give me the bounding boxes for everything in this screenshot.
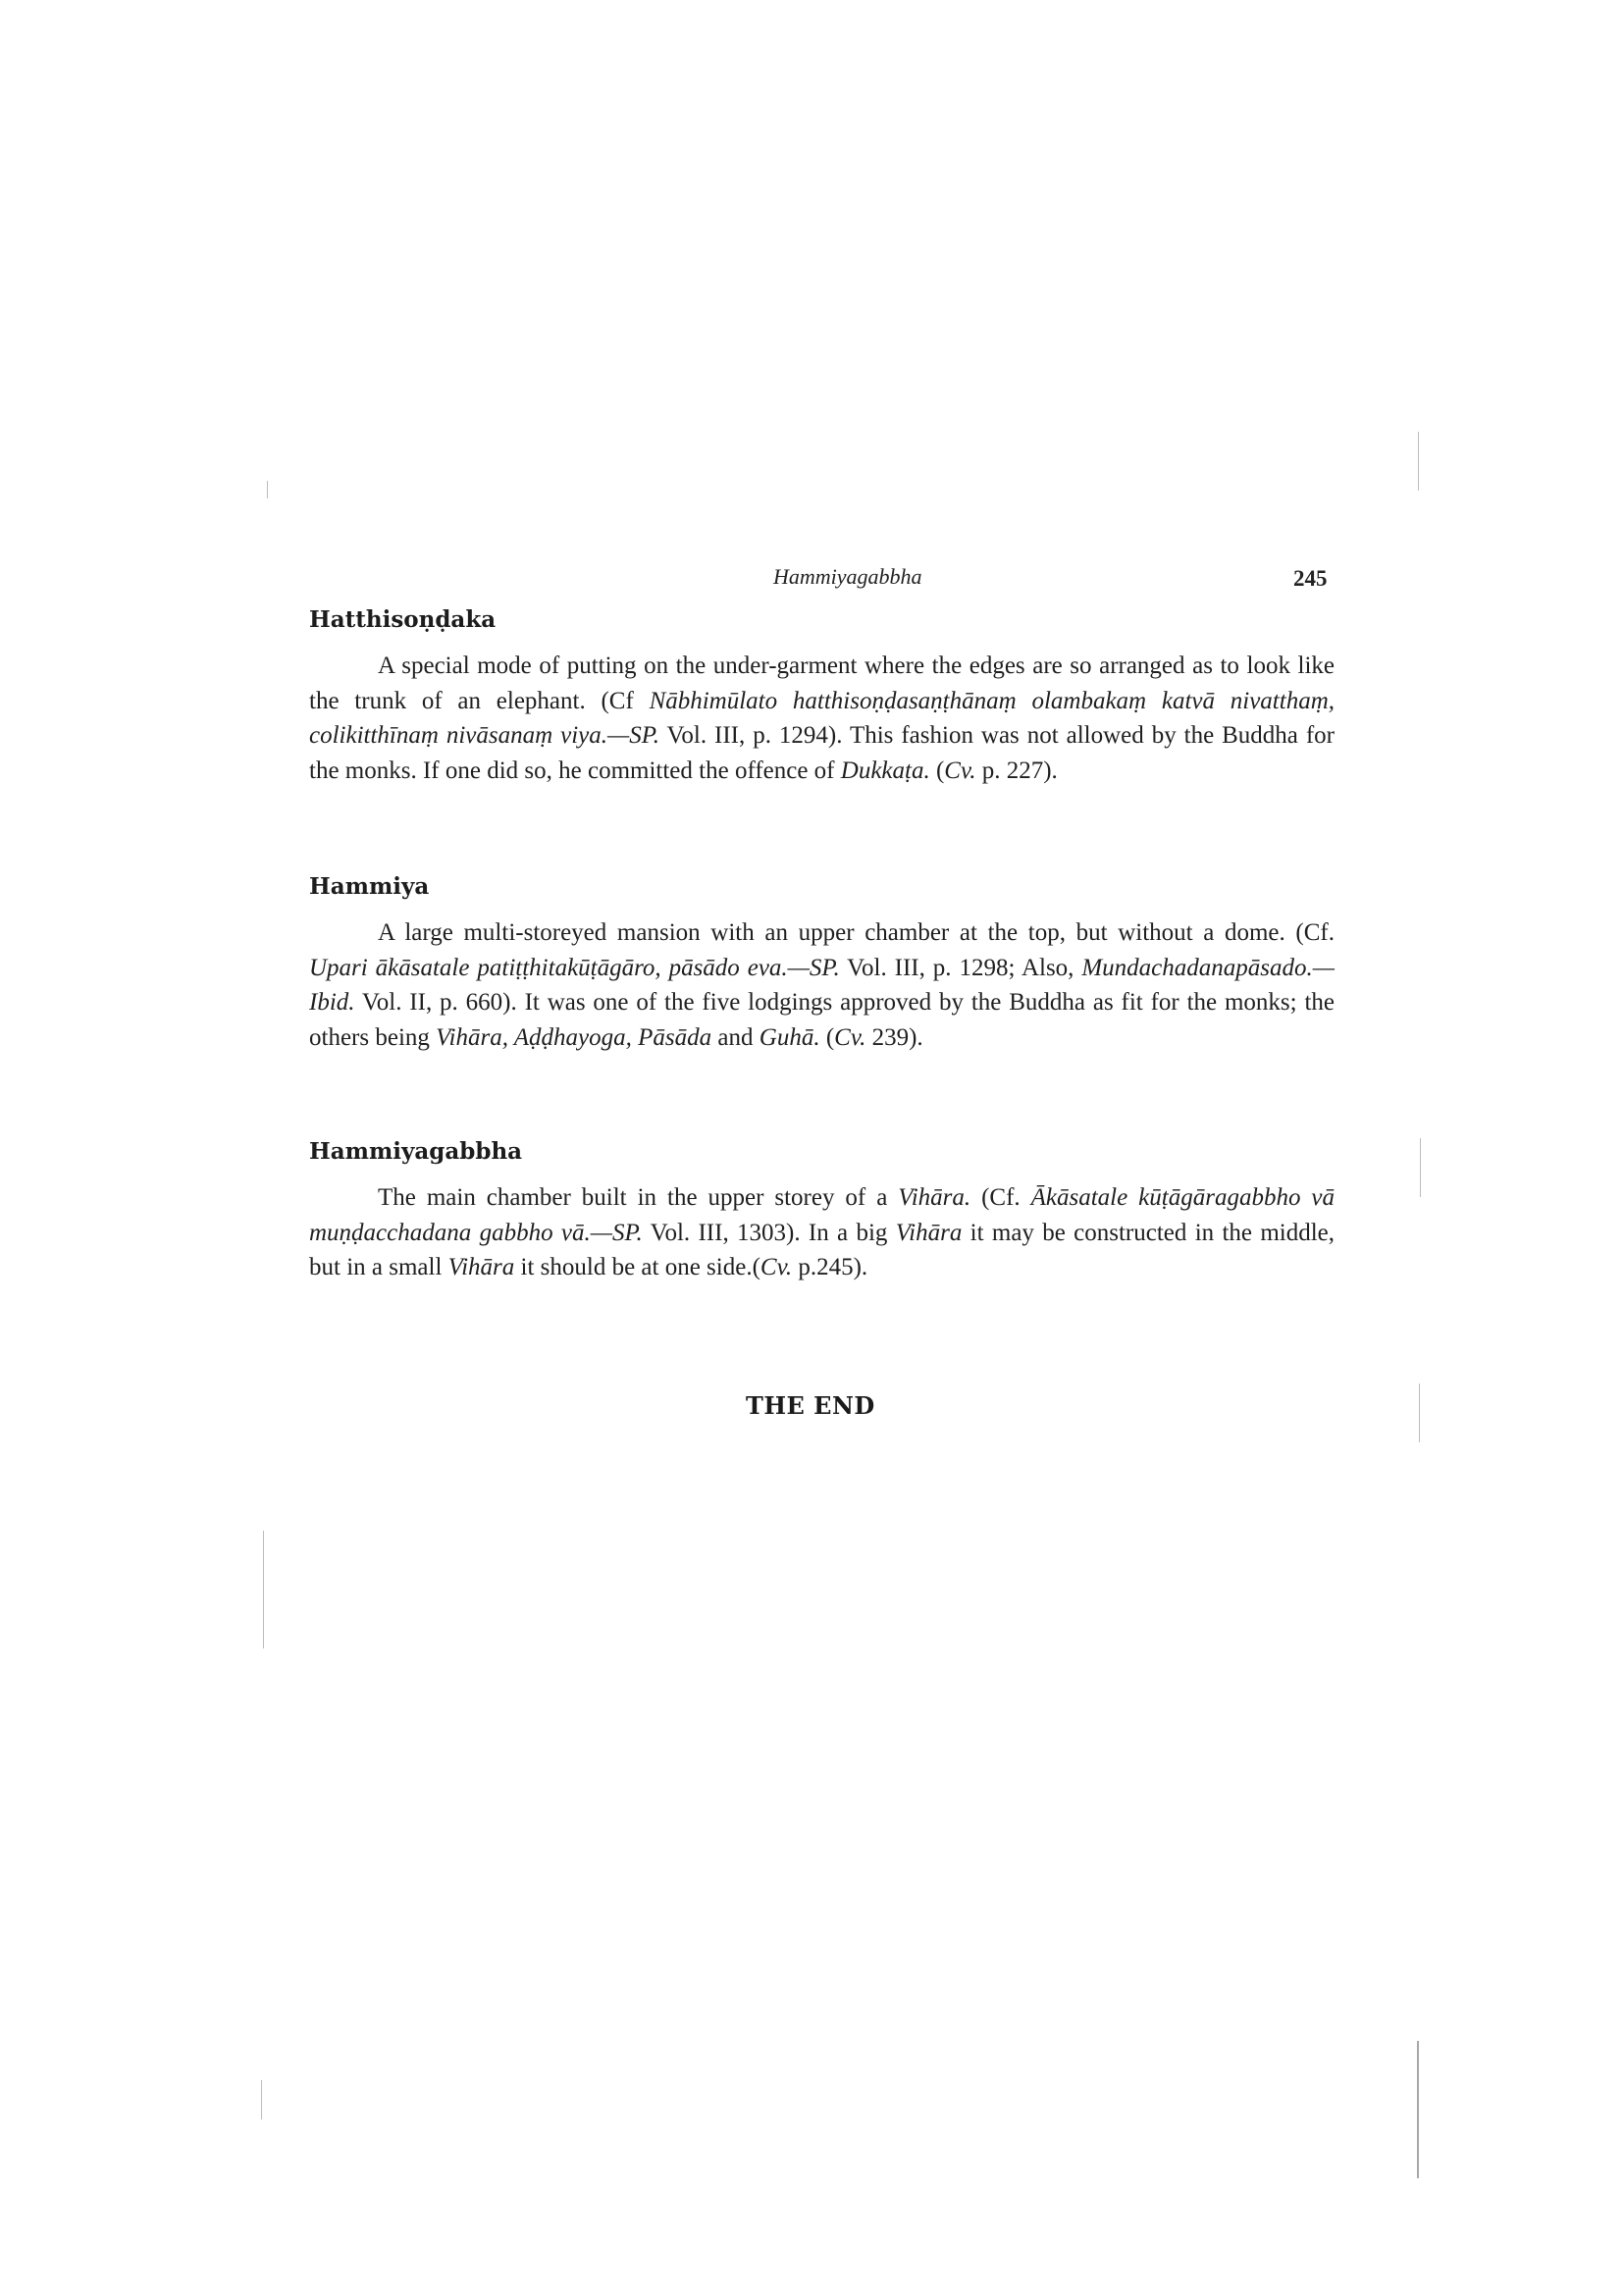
italic-text-run: Cv. (944, 757, 976, 784)
italic-text-run: Vihāra (447, 1254, 515, 1280)
entry-headword: Hatthisoṇḍaka (309, 606, 497, 633)
scan-artifact (1417, 2041, 1419, 2178)
entry-body (309, 649, 1335, 788)
scan-artifact (263, 1531, 264, 1648)
the-end-heading: THE END (746, 1391, 875, 1420)
text-run: p.245). (792, 1254, 868, 1280)
scan-artifact (1420, 1138, 1421, 1197)
text-run: Vol. III, 1303). In a big (642, 1219, 896, 1246)
running-title: Hammiyagabbha (773, 564, 922, 589)
entry-headword: Hammiya (309, 873, 430, 900)
italic-text-run: Dukkaṭa. (840, 757, 930, 784)
text-run: it should be at one side.( (514, 1254, 760, 1280)
entry-body (309, 1180, 1335, 1285)
entry-hammiyagabbha (309, 1138, 1335, 1285)
scan-artifact (1418, 432, 1419, 491)
text-run: it may be constructed in the middle, but in a small (309, 1219, 1336, 1280)
text-run: (Cf. (970, 1184, 1031, 1211)
entry-headword: Hammiyagabbha (309, 1138, 523, 1165)
italic-text-run: Guhā. (759, 1023, 820, 1051)
scan-artifact (261, 2080, 262, 2119)
scan-artifact (1419, 1383, 1420, 1442)
text-run: A special mode of putting on the under-garment where the edges are so arranged as to look like the trunk of an elephant. (Cf (309, 652, 1335, 714)
italic-text-run: Mundachadanapāsado.—Ibid. (309, 954, 1335, 1016)
text-run: Vol. III, p. 1294). This fashion was not allowed by the Buddha for the monks. If one did so, he committed the offence of (309, 722, 1335, 784)
scan-artifact (267, 481, 268, 498)
text-run: p. 227). (975, 757, 1058, 784)
text-run: ( (819, 1023, 835, 1051)
entry-hammiya (309, 873, 1335, 1055)
text-run: Vol. III, p. 1298; Also, (839, 954, 1082, 981)
text-run: A large multi-storeyed mansion with an upper chamber at the top, but without a dome. (Cf. (378, 919, 1335, 946)
entry-hatthisondaka (309, 606, 1335, 788)
text-run: and (711, 1023, 760, 1051)
text-run: ( (929, 757, 945, 784)
page-number: 245 (1293, 566, 1328, 591)
italic-text-run: Nābhimūlato hatthisoṇḍasaṇṭhānaṃ olambakaṃ katvā nivatthaṃ, colikitthīnaṃ nivāsanaṃ viya.—SP. (309, 687, 1335, 749)
text-run: 239). (865, 1023, 923, 1051)
italic-text-run: Vihāra (895, 1219, 963, 1246)
italic-text-run: Cv. (834, 1023, 866, 1051)
italic-text-run: Upari ākāsatale patiṭṭhitakūṭāgāro, pāsādo eva.—SP. (309, 954, 840, 981)
text-run: Vol. II, p. 660). It was one of the five lodgings approved by the Buddha as fit for the monks; the others being (309, 989, 1335, 1051)
italic-text-run: Ākāsatale kūṭāgāragabbho vā muṇḍacchadana gabbho vā.—SP. (309, 1184, 1335, 1246)
entry-body (309, 915, 1335, 1055)
text-run: The main chamber built in the upper storey of a (378, 1184, 899, 1211)
italic-text-run: Cv. (760, 1254, 793, 1280)
italic-text-run: Vihāra, Aḍḍhayoga, Pāsāda (436, 1023, 712, 1051)
italic-text-run: Vihāra. (898, 1184, 971, 1211)
